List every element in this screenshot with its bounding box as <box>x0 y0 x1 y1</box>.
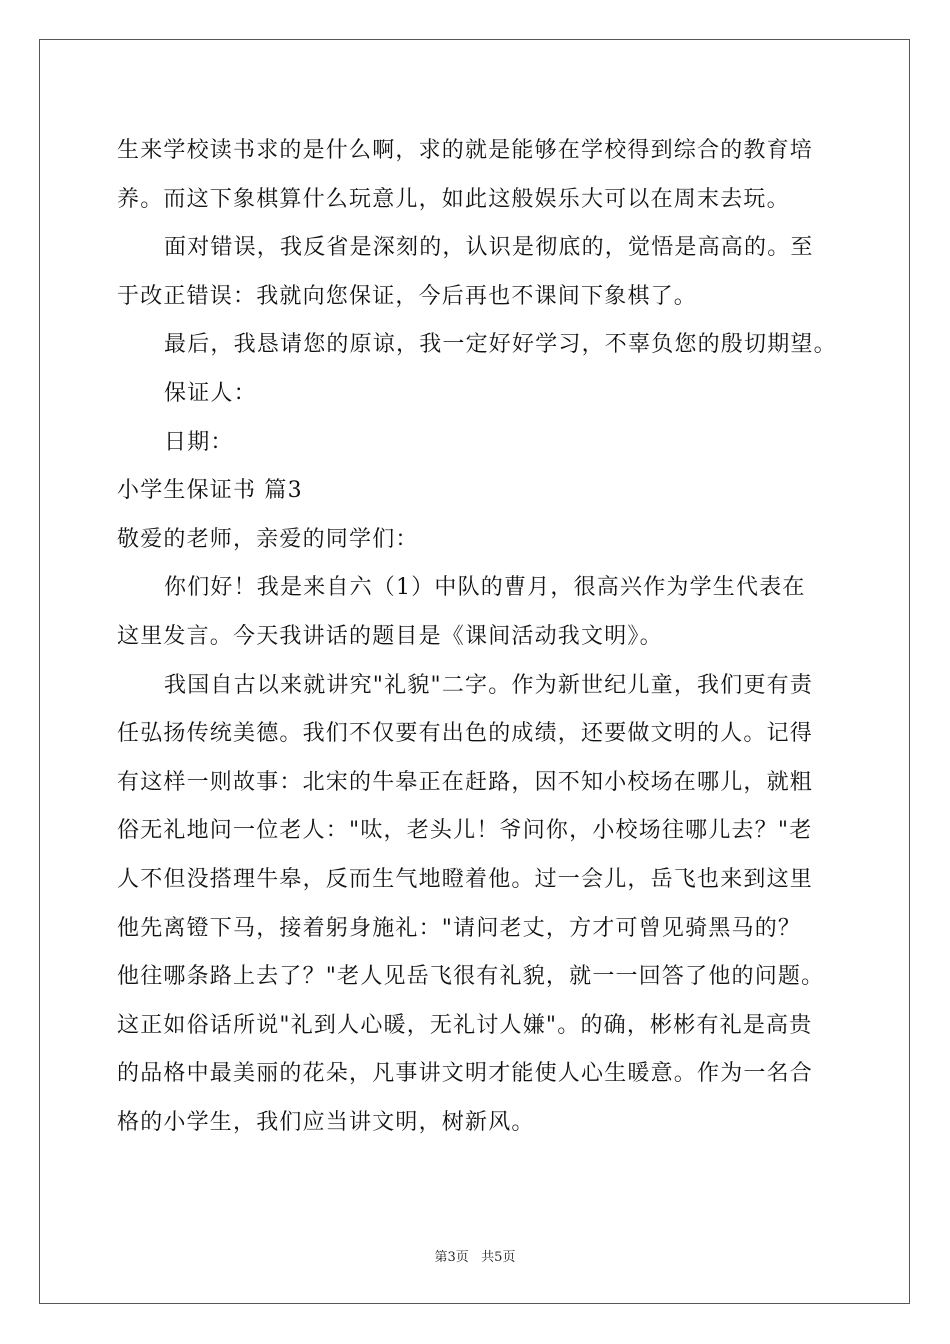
text-line: 于改正错误：我就向您保证，今后再也不课间下象棋了。 <box>117 283 698 309</box>
text-line: 生来学校读书求的是什么啊，求的就是能够在学校得到综合的教育培 <box>117 138 814 163</box>
document-body <box>117 127 842 1147</box>
text-line: 保证人： <box>164 380 257 406</box>
text-line: 格的小学生，我们应当讲文明，树新风。 <box>117 1109 535 1135</box>
text-line: 日期： <box>164 429 234 455</box>
text-line: 最后，我恳请您的原谅，我一定好好学习，不辜负您的殷切期望。 <box>164 332 837 358</box>
text-line: 俗无礼地问一位老人："呔，老头儿！爷问你，小校场往哪儿去？"老 <box>117 818 813 844</box>
text-line: 人不但没搭理牛皋，反而生气地瞪着他。过一会儿，岳飞也来到这里 <box>117 866 814 892</box>
text-line: 的品格中最美丽的花朵，凡事讲文明才能使人心生暖意。作为一名合 <box>117 1061 814 1087</box>
text-line: 敬爱的老师，亲爱的同学们： <box>117 526 419 552</box>
text-line: 这里发言。今天我讲话的题目是《课间活动我文明》。 <box>117 623 663 649</box>
text-line: 我国自古以来就讲究"礼貌"二字。作为新世纪儿童，我们更有责 <box>164 672 814 698</box>
text-line: 小学生保证书 篇3 <box>117 478 303 504</box>
text-line: 养。而这下象棋算什么玩意儿，如此这般娱乐大可以在周末去玩。 <box>117 186 790 212</box>
text-line: 面对错误，我反省是深刻的，认识是彻底的，觉悟是高高的。至 <box>164 235 814 261</box>
text-line: 他往哪条路上去了？"老人见岳飞很有礼貌，就一一回答了他的问题。 <box>117 964 825 990</box>
text-line: 任弘扬传统美德。我们不仅要有出色的成绩，还要做文明的人。记得 <box>117 721 814 747</box>
page-footer: 第3页 共5页 <box>434 1250 516 1265</box>
text-line: 他先离镫下马，接着躬身施礼："请问老丈，方才可曾见骑黑马的？ <box>117 915 802 941</box>
text-line: 你们好！我是来自六（1）中队的曹月，很高兴作为学生代表在 <box>164 575 806 601</box>
text-line: 这正如俗话所说"礼到人心暖，无礼讨人嫌"。的确，彬彬有礼是高贵 <box>117 1012 813 1038</box>
text-line: 有这样一则故事：北宋的牛皋正在赶路，因不知小校场在哪儿，就粗 <box>117 769 814 795</box>
